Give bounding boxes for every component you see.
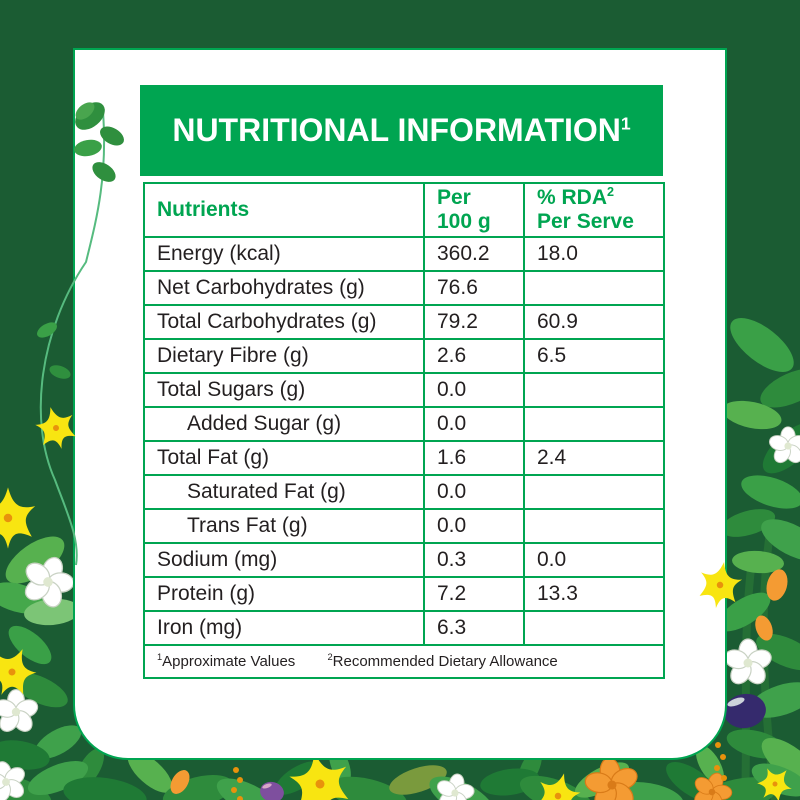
nutrient-name-cell: Net Carbohydrates (g) xyxy=(144,271,424,305)
nutrition-table-wrap xyxy=(143,182,665,679)
column-header-rda-per-serve: % RDA$^2$ Per Serve xyxy=(524,183,664,237)
nutrient-name-cell: Added Sugar (g) xyxy=(144,407,424,441)
nutrient-name-cell: Energy (kcal) xyxy=(144,237,424,271)
rda-per-serve-value-cell xyxy=(524,407,664,441)
per-100g-value-cell: 0.3 xyxy=(424,543,524,577)
per-100g-value-cell: 0.0 xyxy=(424,407,524,441)
rda-per-serve-value-cell xyxy=(524,475,664,509)
table-row xyxy=(144,509,664,543)
per-100g-value-cell: 2.6 xyxy=(424,339,524,373)
table-row xyxy=(144,441,664,475)
table-row xyxy=(144,237,664,271)
nutrient-name-cell: Sodium (mg) xyxy=(144,543,424,577)
per-100g-value-cell: 0.0 xyxy=(424,373,524,407)
per-100g-value-cell: 7.2 xyxy=(424,577,524,611)
rda-per-serve-value-cell: 13.3 xyxy=(524,577,664,611)
table-row xyxy=(144,475,664,509)
rda-per-serve-value-cell: 2.4 xyxy=(524,441,664,475)
rda-per-serve-value-cell xyxy=(524,611,664,645)
column-header-per-100g: Per 100 g xyxy=(424,183,524,237)
nutrition-table xyxy=(143,182,665,679)
table-row xyxy=(144,543,664,577)
page-title: NUTRITIONAL INFORMATION$^1$ xyxy=(172,112,631,148)
nutrient-name-cell: Total Carbohydrates (g) xyxy=(144,305,424,339)
rda-per-serve-value-cell xyxy=(524,509,664,543)
per-100g-value-cell: 0.0 xyxy=(424,475,524,509)
rda-per-serve-value-cell: 0.0 xyxy=(524,543,664,577)
per-100g-value-cell: 76.6 xyxy=(424,271,524,305)
rda-per-serve-value-cell xyxy=(524,373,664,407)
title-banner xyxy=(140,85,663,176)
per-100g-value-cell: 1.6 xyxy=(424,441,524,475)
table-row xyxy=(144,373,664,407)
per-100g-value-cell: 79.2 xyxy=(424,305,524,339)
rda-per-serve-value-cell xyxy=(524,271,664,305)
footnote-rda-definition: $^2$Recommended Dietary Allowance xyxy=(327,652,558,670)
table-row xyxy=(144,271,664,305)
nutrient-name-cell: Saturated Fat (g) xyxy=(144,475,424,509)
nutrient-name-cell: Dietary Fibre (g) xyxy=(144,339,424,373)
rda-per-serve-value-cell: 6.5 xyxy=(524,339,664,373)
table-row xyxy=(144,339,664,373)
stem-illustration xyxy=(745,520,775,800)
per-100g-value-cell: 360.2 xyxy=(424,237,524,271)
table-row xyxy=(144,305,664,339)
table-row xyxy=(144,407,664,441)
nutrient-name-cell: Total Sugars (g) xyxy=(144,373,424,407)
per-100g-value-cell: 6.3 xyxy=(424,611,524,645)
nutrient-name-cell: Iron (mg) xyxy=(144,611,424,645)
per-100g-value-cell: 0.0 xyxy=(424,509,524,543)
rda-per-serve-value-cell: 60.9 xyxy=(524,305,664,339)
table-row xyxy=(144,611,664,645)
nutrient-name-cell: Total Fat (g) xyxy=(144,441,424,475)
nutrient-name-cell: Trans Fat (g) xyxy=(144,509,424,543)
title-superscript: 1 xyxy=(620,113,631,134)
nutrient-name-cell: Protein (g) xyxy=(144,577,424,611)
column-header-nutrients: Nutrients xyxy=(144,183,424,237)
table-row xyxy=(144,577,664,611)
rda-per-serve-value-cell: 18.0 xyxy=(524,237,664,271)
footnote-approximate-values: $^1$Approximate Values xyxy=(157,652,296,670)
table-header-row xyxy=(144,183,664,237)
footnotes-cell xyxy=(144,645,664,678)
footnote-row xyxy=(144,645,664,678)
nutrition-label-card xyxy=(73,48,727,760)
